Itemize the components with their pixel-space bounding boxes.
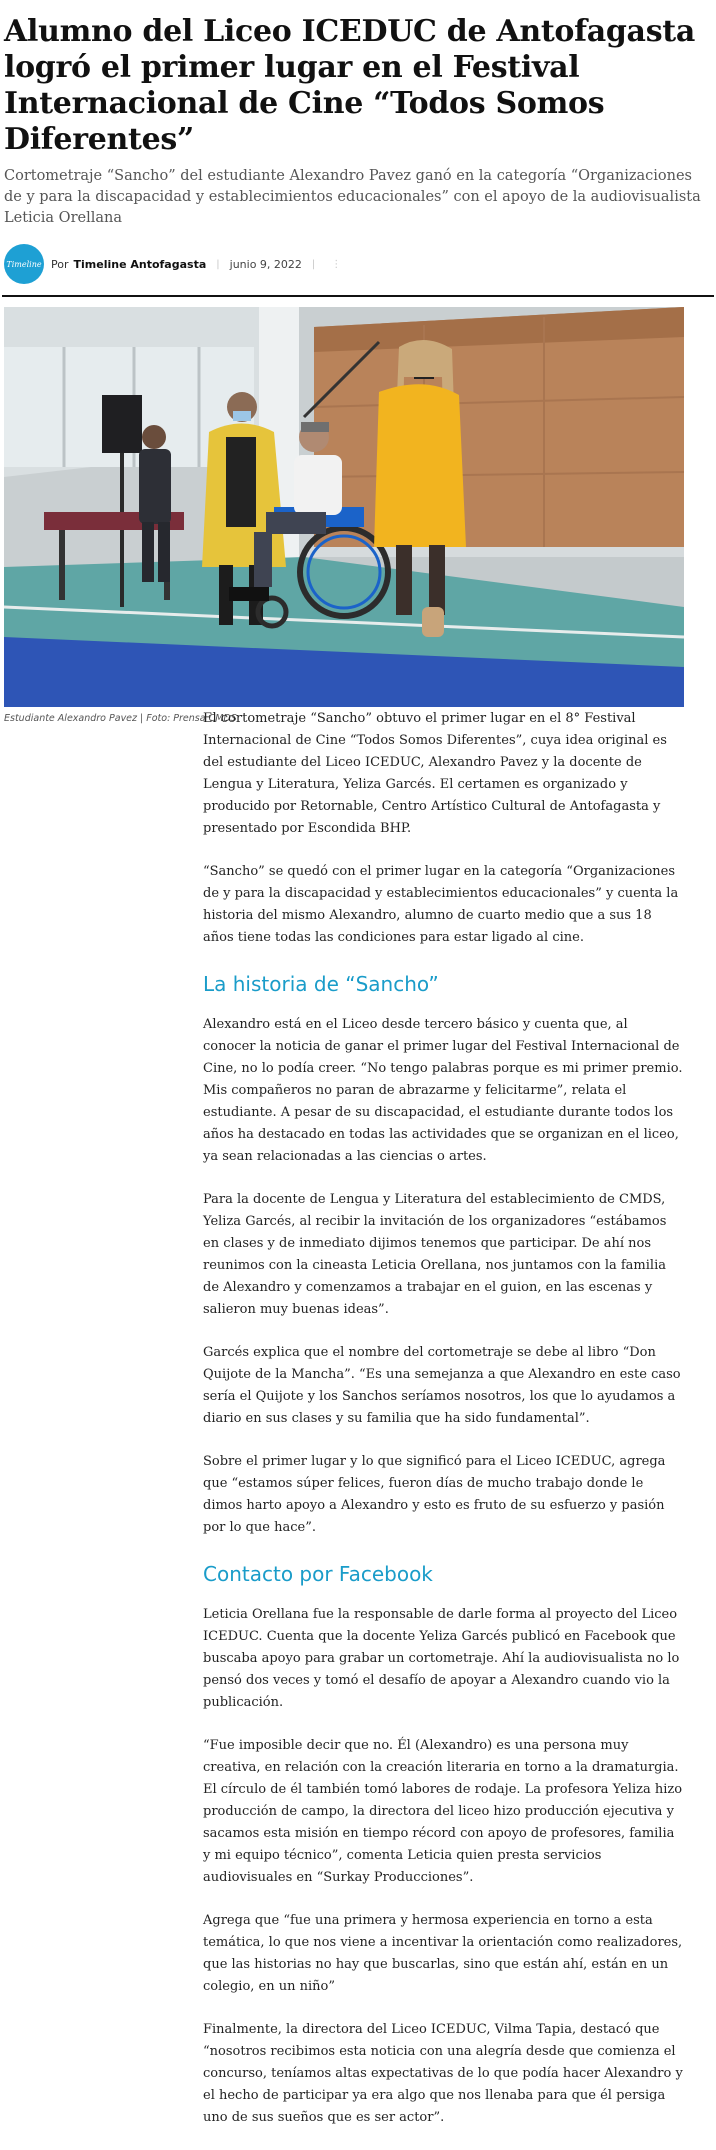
section-heading: Contacto por Facebook	[203, 1562, 433, 1586]
author-link[interactable]: Timeline Antofagasta	[73, 257, 207, 271]
paragraph: “Fue imposible decir que no. Él (Alexandro) es una persona muy creativa, en relación con la creación literaria en torno a la dramaturgia. El círculo de él también tomó labores de rodaje. La profesora Yeliza hizo producción de campo, la directora del liceo hizo producción ejecutiva y sacamos esta misión en tiempo récord con apoyo de profesores, familia y mi equipo técnico”, comenta Leticia quien presta servicios audiovisuales en “Surkay Producciones”.	[203, 1738, 683, 1885]
paragraph: Finalmente, la directora del Liceo ICEDUC, Vilma Tapia, destacó que “nosotros recibimos esta noticia con una alegría desde que comienza el concurso, teníamos altas expectativas de lo que podía hacer Alexandro y el hecho de participar ya era algo que nos llenaba para que él persiga uno de sus sueños que es ser actor”.	[203, 2022, 683, 2125]
section-heading: La historia de “Sancho”	[203, 972, 439, 996]
byline-separator: |	[311, 258, 316, 270]
share-icon[interactable]: ⋮	[331, 258, 342, 270]
paragraph: Leticia Orellana fue la responsable de darle forma al proyecto del Liceo ICEDUC. Cuenta que la docente Yeliza Garcés publicó en Facebook que buscaba apoyo para grabar un cortometraje. Ahí la audiovisualista no lo pensó dos veces y tomó el desafío de apoyar a Alexandro cuando vio la publicación.	[203, 1607, 680, 1710]
paragraph: Agrega que “fue una primera y hermosa experiencia en torno a esta temática, lo que nos viene a incentivar la orientación como realizadores, que las historias no hay que buscarlas, sino que están ahí, están en un colegio, en un niño”	[203, 1913, 683, 1994]
publish-date: junio 9, 2022	[229, 257, 302, 271]
article-subtitle: Cortometraje “Sancho” del estudiante Alexandro Pavez ganó en la categoría “Organizaciones de y para la discapacidad y establecimientos educacionales” con el apoyo de la audiovisualista Leticia Orellana	[4, 168, 701, 226]
paragraph: Sobre el primer lugar y lo que significó para el Liceo ICEDUC, agrega que “estamos súper felices, fueron días de mucho trabajo donde le dimos harto apoyo a Alexandro y esto es fruto de su esfuerzo y pasión por lo que hace”.	[203, 1454, 666, 1535]
image-caption: Estudiante Alexandro Pavez | Foto: Prensa CMDS	[4, 713, 237, 724]
article-title: Alumno del Liceo ICEDUC de Antofagasta logró el primer lugar en el Festival Internacional de Cine “Todos Somos Diferentes”	[4, 14, 695, 157]
byline-separator: |	[216, 258, 220, 270]
paragraph: El cortometraje “Sancho” obtuvo el primer lugar en el 8° Festival Internacional de Cine “Todos Somos Diferentes”, cuya idea original es del estudiante del Liceo ICEDUC, Alexandro Pavez y la docente de Lengua y Literatura, Yeliza Garcés. El certamen es organizado y producido por Retornable, Centro Artístico Cultural de Antofagasta y presentado por Escondida BHP.	[203, 711, 667, 836]
paragraph: Garcés explica que el nombre del cortometraje se debe al libro “Don Quijote de la Mancha”. “Es una semejanza a que Alexandro en este caso sería el Quijote y los Sanchos seríamos nosotros, los que lo ayudamos a diario en sus clases y su familia que ha sido fundamental”.	[203, 1345, 681, 1426]
byline-prefix: Por	[51, 257, 69, 271]
author-avatar[interactable]	[4, 244, 44, 284]
article-photo	[4, 307, 684, 707]
header-divider	[2, 295, 714, 297]
photo-illustration	[4, 307, 684, 707]
paragraph: Alexandro está en el Liceo desde tercero básico y cuenta que, al conocer la noticia de ganar el primer lugar del Festival Internacional de Cine, no lo podía creer. “No tengo palabras porque es mi primer premio. Mis compañeros no paran de abrazarme y felicitarme”, relata el estudiante. A pesar de su discapacidad, el estudiante durante todos los años ha destacado en todas las actividades que se organizan en el liceo, ya sean relacionadas a las ciencias o artes.	[203, 1017, 683, 1164]
article-body	[203, 708, 683, 2150]
paragraph: Para la docente de Lengua y Literatura del establecimiento de CMDS, Yeliza Garcés, al recibir la invitación de los organizadores “estábamos en clases y de inmediato dijimos tenemos que participar. De ahí nos reunimos con la cineasta Leticia Orellana, nos juntamos con la familia de Alexandro y comenzamos a trabajar en el guion, en las escenas y salieron muy buenas ideas”.	[203, 1192, 667, 1317]
avatar-logo-text: Timeline	[6, 259, 42, 269]
byline	[4, 243, 712, 285]
paragraph: “Sancho” se quedó con el primer lugar en la categoría “Organizaciones de y para la discapacidad y establecimientos educacionales” y cuenta la historia del mismo Alexandro, alumno de cuarto medio que a sus 18 años tiene todas las condiciones para estar ligado al cine.	[203, 864, 679, 945]
